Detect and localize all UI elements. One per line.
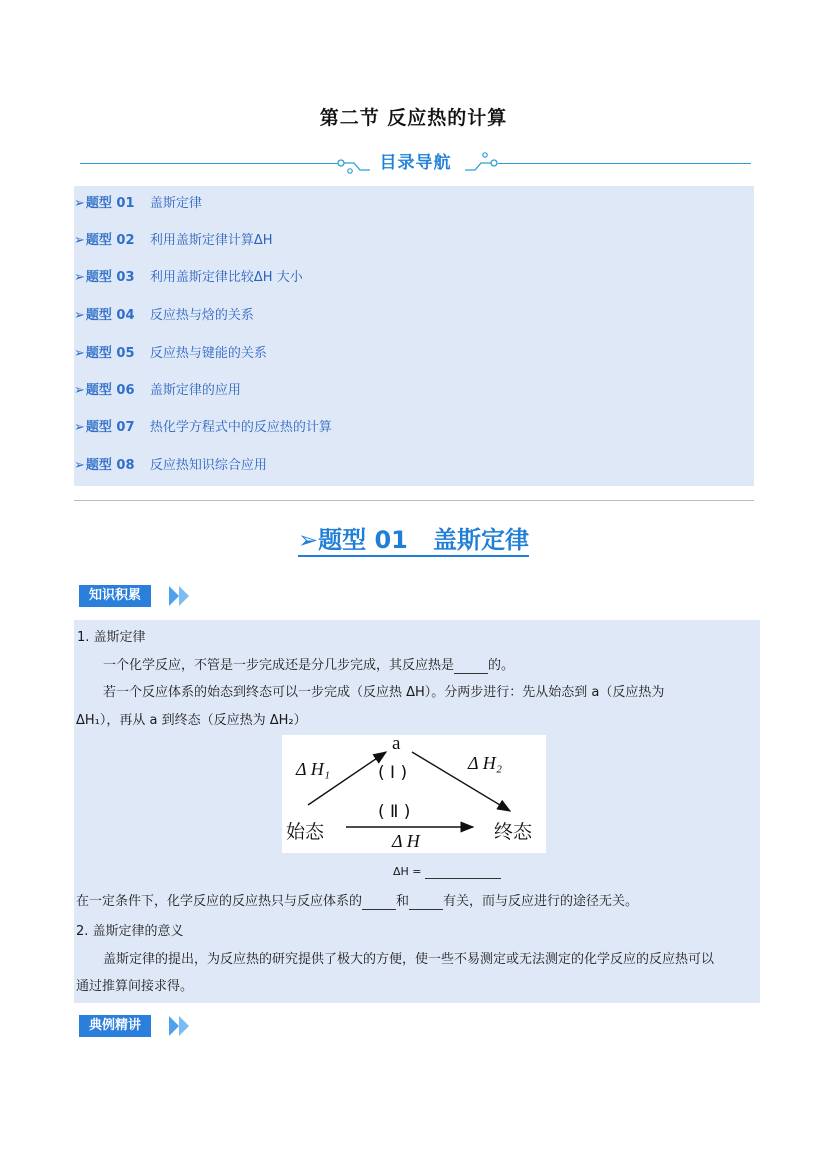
toc-item-label: 利用盖斯定律比较ΔH 大小	[149, 270, 303, 285]
text-run: ΔH =	[393, 865, 422, 878]
text-run: 的。	[488, 658, 515, 673]
toc-banner	[78, 146, 753, 182]
toc-item-02[interactable]	[74, 229, 273, 248]
paragraph-significance-line1: 盖斯定律的提出，为反应热的研究提供了极大的方便，使一些不易测定或无法测定的化学反应的反应热可以	[103, 952, 715, 967]
toc-item-number: 题型 06	[85, 383, 135, 398]
subheading-hess-law: 1. 盖斯定律	[77, 630, 146, 645]
toc-item-03[interactable]	[74, 266, 303, 285]
divider	[74, 500, 754, 501]
blank-3	[409, 894, 443, 910]
node-a: a	[392, 733, 401, 754]
text-run: 有关，而与反应进行的途径无关。	[443, 894, 639, 909]
paragraph-hess-definition	[103, 654, 514, 674]
chevron-right-icon	[169, 1016, 179, 1036]
blank-dh	[425, 865, 501, 879]
arrow-icon: ➢	[74, 346, 85, 361]
toc-item-08[interactable]	[74, 454, 267, 473]
paragraph-significance-line2: 通过推算间接求得。	[76, 979, 194, 994]
toc-item-label: 利用盖斯定律计算ΔH	[149, 233, 273, 248]
blank-2	[362, 894, 396, 910]
circuit-right-icon	[463, 150, 499, 176]
examples-tag	[79, 1015, 199, 1037]
paragraph-state-function	[76, 890, 638, 910]
page-title: 第二节 反应热的计算	[319, 107, 508, 129]
toc-item-label: 反应热知识综合应用	[149, 458, 267, 473]
paragraph-two-step-line2: ΔH₁），再从 a 到终态（反应热为 ΔH₂）	[76, 713, 307, 728]
label-dh: Δ H	[392, 831, 420, 851]
arrow-icon: ➢	[74, 383, 85, 398]
text-run: 和	[396, 894, 410, 909]
toc-list	[74, 186, 754, 486]
toc-item-label: 盖斯定律的应用	[149, 383, 241, 398]
toc-item-01[interactable]	[74, 192, 202, 211]
toc-item-05[interactable]	[74, 342, 267, 361]
toc-item-number: 题型 05	[85, 346, 135, 361]
examples-tag-label: 典例精讲	[79, 1015, 151, 1037]
toc-item-number: 题型 02	[85, 233, 135, 248]
toc-item-04[interactable]	[74, 304, 254, 323]
subheading-significance: 2. 盖斯定律的意义	[76, 924, 184, 939]
toc-banner-title: 目录导航	[379, 153, 452, 173]
blank-1	[454, 658, 488, 674]
label-route-2: ( Ⅱ )	[378, 802, 411, 822]
section-heading	[0, 520, 827, 555]
toc-item-label: 反应热与键能的关系	[149, 346, 267, 361]
hess-cycle-diagram	[282, 735, 546, 853]
banner-line-right	[498, 163, 751, 164]
section-title: 盖斯定律	[432, 526, 529, 554]
dh-equation	[393, 865, 501, 879]
text-run: 一个化学反应，不管是一步完成还是分几步完成，其反应热是	[103, 658, 455, 673]
section-number: ➢题型 01	[298, 526, 408, 554]
toc-item-number: 题型 08	[85, 458, 135, 473]
chevron-right-icon	[179, 1016, 189, 1036]
node-end: 终态	[494, 821, 533, 843]
toc-item-label: 反应热与焓的关系	[149, 308, 254, 323]
paragraph-two-step-line1: 若一个反应体系的始态到终态可以一步完成（反应热 ΔH）。分两步进行：先从始态到 a（反应热为	[103, 685, 665, 700]
toc-item-number: 题型 01	[85, 196, 135, 211]
node-start: 始态	[286, 821, 325, 843]
toc-item-label: 热化学方程式中的反应热的计算	[149, 420, 332, 435]
label-dh2: Δ H₂	[468, 753, 502, 773]
arrow-icon: ➢	[74, 196, 85, 211]
arrow-icon: ➢	[74, 308, 85, 323]
toc-item-06[interactable]	[74, 379, 241, 398]
label-route-1: ( Ⅰ )	[378, 763, 408, 783]
label-dh1: Δ H₁	[296, 759, 330, 779]
arrow-icon: ➢	[74, 420, 85, 435]
text-run: 在一定条件下，化学反应的反应热只与反应体系的	[76, 894, 363, 909]
arrow-icon: ➢	[74, 233, 85, 248]
arrow-icon: ➢	[74, 270, 85, 285]
knowledge-tag	[79, 585, 199, 607]
toc-item-number: 题型 07	[85, 420, 135, 435]
arrow-icon: ➢	[74, 458, 85, 473]
knowledge-tag-label: 知识积累	[79, 585, 151, 607]
toc-item-07[interactable]	[74, 416, 332, 435]
chevron-right-icon	[169, 586, 179, 606]
toc-item-number: 题型 03	[85, 270, 135, 285]
toc-item-number: 题型 04	[85, 308, 135, 323]
toc-item-label: 盖斯定律	[149, 196, 202, 211]
chevron-right-icon	[179, 586, 189, 606]
